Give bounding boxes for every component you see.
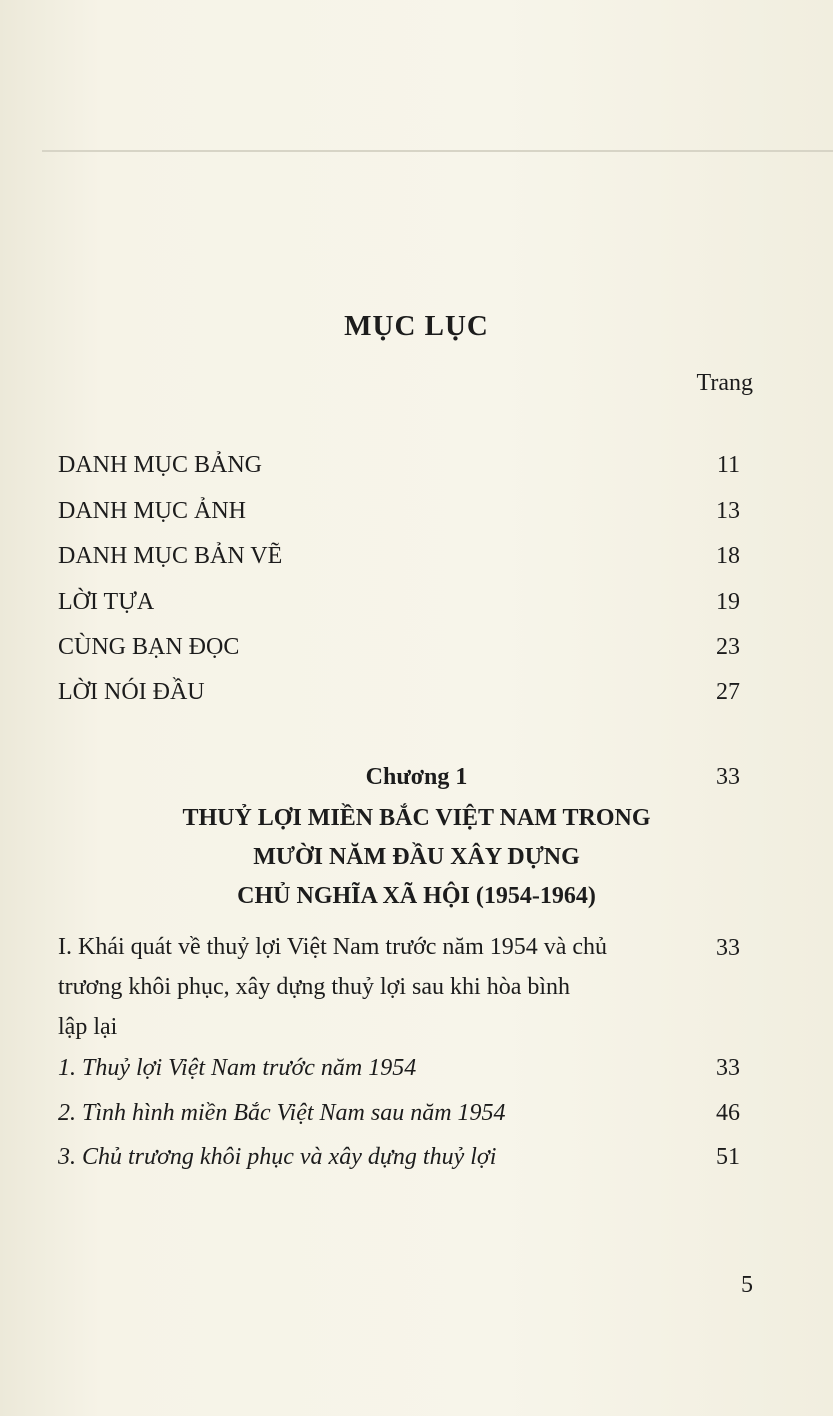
page-number: 5 bbox=[741, 1272, 753, 1298]
section-line: lập lại bbox=[58, 1014, 118, 1040]
subsection-entry bbox=[58, 1100, 740, 1127]
subsection-page: 51 bbox=[716, 1144, 740, 1170]
toc-entry-label: CÙNG BẠN ĐỌC bbox=[58, 634, 240, 660]
chapter-page: 33 bbox=[716, 764, 740, 790]
subsection-page: 33 bbox=[716, 1055, 740, 1081]
toc-entry bbox=[58, 679, 740, 706]
section-line: I. Khái quát về thuỷ lợi Việt Nam trước năm 1954 và chủ bbox=[58, 934, 608, 960]
toc-entry bbox=[58, 498, 740, 525]
section-page: 33 bbox=[716, 935, 740, 961]
subsection-page: 46 bbox=[716, 1100, 740, 1126]
toc-entry bbox=[58, 589, 740, 616]
toc-entry-label: DANH MỤC BẢNG bbox=[58, 452, 263, 478]
toc-entry bbox=[58, 634, 740, 661]
subsection-entry bbox=[58, 1055, 740, 1082]
page-title: MỤC LỤC bbox=[344, 310, 489, 342]
section-line: trương khôi phục, xây dựng thuỷ lợi sau khi hòa bình bbox=[58, 974, 571, 1000]
subsection-entry bbox=[58, 1144, 740, 1171]
page-column-label: Trang bbox=[696, 370, 753, 396]
toc-entry bbox=[58, 452, 740, 479]
toc-entry-page: 19 bbox=[716, 589, 740, 615]
chapter-title-line: MƯỜI NĂM ĐẦU XÂY DỰNG bbox=[253, 844, 580, 870]
toc-entry-page: 18 bbox=[716, 543, 740, 569]
toc-entry-label: DANH MỤC BẢN VẼ bbox=[58, 543, 283, 569]
chapter-number: Chương 1 bbox=[365, 764, 468, 790]
chapter-title-line: CHỦ NGHĨA XÃ HỘI (1954-1964) bbox=[237, 883, 596, 909]
toc-entry-label: LỜI TỰA bbox=[58, 589, 155, 615]
subsection-label: 2. Tình hình miền Bắc Việt Nam sau năm 1954 bbox=[58, 1100, 506, 1126]
subsection-label: 3. Chủ trương khôi phục và xây dựng thuỷ lợi bbox=[58, 1144, 497, 1170]
header-rule bbox=[42, 150, 833, 152]
toc-entry-label: DANH MỤC ẢNH bbox=[58, 498, 247, 524]
subsection-label: 1. Thuỷ lợi Việt Nam trước năm 1954 bbox=[58, 1055, 417, 1081]
toc-entry-page: 11 bbox=[716, 452, 740, 478]
toc-entry-page: 23 bbox=[716, 634, 740, 660]
toc-entry-page: 13 bbox=[716, 498, 740, 524]
section-entry bbox=[58, 927, 658, 1047]
toc-entry-page: 27 bbox=[716, 679, 740, 705]
toc-entry-label: LỜI NÓI ĐẦU bbox=[58, 679, 205, 705]
chapter-title-line: THUỶ LỢI MIỀN BẮC VIỆT NAM TRONG bbox=[182, 805, 651, 831]
toc-entry bbox=[58, 543, 740, 570]
